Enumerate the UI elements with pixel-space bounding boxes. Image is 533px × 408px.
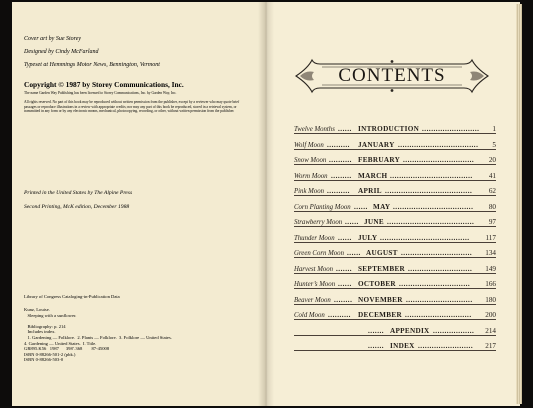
toc-moon-name: Strawberry Moon <box>294 219 343 226</box>
toc-chapter: FEBRUARY <box>358 156 401 164</box>
toc-dot-leader: .......... <box>329 156 352 164</box>
toc-entry <box>294 308 496 320</box>
toc-chapter: JULY <box>358 233 378 242</box>
toc-entry <box>294 200 496 212</box>
toc-dot-leader: ........ <box>334 295 353 304</box>
printer-line: Printed in the United States by The Alpine Press <box>24 190 133 196</box>
toc-dot-leader: ............................ <box>408 264 473 273</box>
toc-chapter: AUGUST <box>366 249 398 257</box>
toc-dot-leader: .......... <box>327 187 350 195</box>
toc-dot-leader: .......... <box>327 140 350 149</box>
toc-page-number: 1 <box>492 125 496 133</box>
rights-notice: All rights reserved. No part of this book may be reproduced without written permission from the publisher, except by a reviewer who may quote brief passages or reproduce illustrations in a review with appropriate credits; nor may any part of this book be reproduced, stored in a retrieval system, or transmitted in any form or by any electronic means, mechanical, photocopying, recording, or other, without written permission from the publisher. <box>24 100 240 114</box>
cip-line: 4. Gardening — United States. I. Title. <box>24 340 97 346</box>
toc-rule <box>294 133 496 134</box>
toc-chapter: INDEX <box>390 342 415 350</box>
toc-moon-name: Wolf Moon <box>294 141 324 149</box>
toc-rule <box>294 288 496 289</box>
toc-dot-leader: ....... <box>368 342 385 350</box>
toc-chapter: JANUARY <box>358 140 395 149</box>
page-edges <box>516 4 522 404</box>
toc-page-number: 97 <box>488 218 496 226</box>
toc-chapter: APPENDIX <box>390 326 430 335</box>
toc-dot-leader: .................. <box>433 326 475 335</box>
toc-page-number: 134 <box>485 249 496 257</box>
toc-moon-name: Snow Moon <box>294 157 327 164</box>
toc-dot-leader: ...................................... <box>387 218 475 226</box>
toc-page-number: 149 <box>485 264 496 273</box>
toc-entry <box>294 169 496 181</box>
toc-page-number: 217 <box>485 342 496 350</box>
toc-entry <box>294 122 496 134</box>
toc-chapter: OCTOBER <box>358 280 396 288</box>
toc-rule <box>294 242 496 243</box>
toc-chapter: INTRODUCTION <box>358 125 420 133</box>
toc-dot-leader: ............................... <box>401 249 473 257</box>
toc-moon-name: Worm Moon <box>294 172 328 180</box>
cip-line: Bibliography: p. 214 <box>24 323 66 329</box>
toc-dot-leader: .......... <box>328 311 351 319</box>
toc-entry <box>294 215 496 227</box>
copyright-line: Copyright © 1987 by Storey Communications, Inc. <box>24 80 184 89</box>
toc-moon-name: Thunder Moon <box>294 234 335 242</box>
toc-entry <box>294 293 496 305</box>
toc-moon-name: Green Corn Moon <box>294 250 344 257</box>
toc-entry <box>294 184 496 196</box>
toc-dot-leader: ...... <box>354 202 368 211</box>
toc-moon-name: Beaver Moon <box>294 296 331 304</box>
toc-rule <box>294 335 496 336</box>
cip-line: ISBN 0-88266-503-0 <box>24 357 64 363</box>
toc-rule <box>294 195 496 196</box>
toc-dot-leader: ............................. <box>406 295 473 304</box>
toc-page-number: 166 <box>485 280 496 288</box>
toc-dot-leader: ...... <box>345 218 359 226</box>
toc-page-number: 41 <box>488 171 496 180</box>
toc-moon-name: Corn Planting Moon <box>294 203 351 211</box>
book-gutter <box>258 2 274 406</box>
toc-entry <box>294 153 496 165</box>
cip-line: Sleeping with a sunflower. <box>24 312 77 318</box>
contents-title: CONTENTS <box>338 65 446 86</box>
toc-entry <box>294 231 496 243</box>
toc-moon-name: Cold Moon <box>294 312 325 319</box>
toc-page-number: 20 <box>488 156 496 164</box>
printing-line: Second Printing, McK edition, December 1988 <box>24 204 130 210</box>
toc-dot-leader: ....... <box>336 264 353 273</box>
toc-moon-name: Harvest Moon <box>294 265 334 273</box>
toc-dot-leader: ...... <box>338 125 352 133</box>
toc-page-number: 214 <box>485 326 496 335</box>
toc-chapter: APRIL <box>358 187 382 195</box>
toc-rule <box>294 149 496 150</box>
toc-rule <box>294 164 496 165</box>
toc-dot-leader: ............................. <box>405 311 472 319</box>
toc-rule <box>294 273 496 274</box>
toc-dot-leader: ................................... <box>393 202 474 211</box>
cip-line: Includes index. <box>24 329 56 335</box>
toc-entry <box>294 246 496 258</box>
contents-title-banner <box>292 58 492 94</box>
toc-page-number: 117 <box>485 233 496 242</box>
toc-chapter: MARCH <box>358 171 388 180</box>
toc-dot-leader: .................................... <box>390 171 473 180</box>
designer-credit: Designed by Cindy McFarland <box>24 49 99 55</box>
toc-chapter: SEPTEMBER <box>358 264 406 273</box>
toc-page-number: 200 <box>485 311 496 319</box>
cip-line: Kunz, Louise. <box>24 307 50 312</box>
toc-entry <box>294 339 496 351</box>
toc-dot-leader: ....... <box>368 326 385 335</box>
toc-rule <box>294 180 496 181</box>
toc-rule <box>294 304 496 305</box>
toc-moon-name: Twelve Months <box>294 126 335 133</box>
toc-rule <box>294 257 496 258</box>
toc-page-number: 5 <box>492 140 496 149</box>
toc-dot-leader: ......... <box>331 171 352 180</box>
toc-chapter: JUNE <box>364 218 384 226</box>
toc-dot-leader: ............................... <box>399 280 471 288</box>
toc-dot-leader: ............................... <box>403 156 475 164</box>
toc-chapter: NOVEMBER <box>358 295 403 304</box>
toc-rule <box>294 319 496 320</box>
toc-rule <box>294 350 496 351</box>
toc-entry <box>294 138 496 150</box>
cip-line: ISBN 0-88266-501-2 (pbk.) <box>24 351 76 357</box>
toc-dot-leader: ........................ <box>418 342 474 350</box>
trademark-note: The name Garden Way Publishing has been licensed to Storey Communications, Inc. by Garden Way, Inc. <box>24 91 177 95</box>
toc-chapter: MAY <box>373 202 391 211</box>
cip-line: GR895.K56 1987 398’.368 87-45008 <box>24 346 110 352</box>
toc-rule <box>294 211 496 212</box>
toc-rule <box>294 226 496 227</box>
toc-dot-leader: ...................................... <box>385 187 473 195</box>
cip-heading: Library of Congress Cataloging-in-Publication Data <box>24 294 120 299</box>
toc-entry <box>294 324 496 336</box>
toc-entry <box>294 277 496 289</box>
toc-entry <box>294 262 496 274</box>
toc-dot-leader: ......................... <box>422 125 480 133</box>
toc-moon-name: Pink Moon <box>294 188 325 195</box>
toc-moon-name: Hunter’s Moon <box>294 281 336 288</box>
cover-art-credit: Cover art by Sue Storey <box>24 36 82 42</box>
toc-dot-leader: ................................... <box>398 140 479 149</box>
toc-dot-leader: ...... <box>338 233 352 242</box>
typesetter-credit: Typeset at Hemmings Motor News, Bennington, Vermont <box>24 62 160 68</box>
toc-dot-leader: ...... <box>347 249 361 257</box>
toc-dot-leader: ....................................... <box>380 233 470 242</box>
toc-chapter: DECEMBER <box>358 311 402 319</box>
cip-line: 1. Gardening — Folklore. 2. Plants — Folklore. 3. Folklore — United States. <box>24 335 172 340</box>
toc-page-number: 62 <box>488 187 496 195</box>
toc-dot-leader: ...... <box>338 280 352 288</box>
toc-page-number: 80 <box>488 202 496 211</box>
toc-page-number: 180 <box>485 295 496 304</box>
